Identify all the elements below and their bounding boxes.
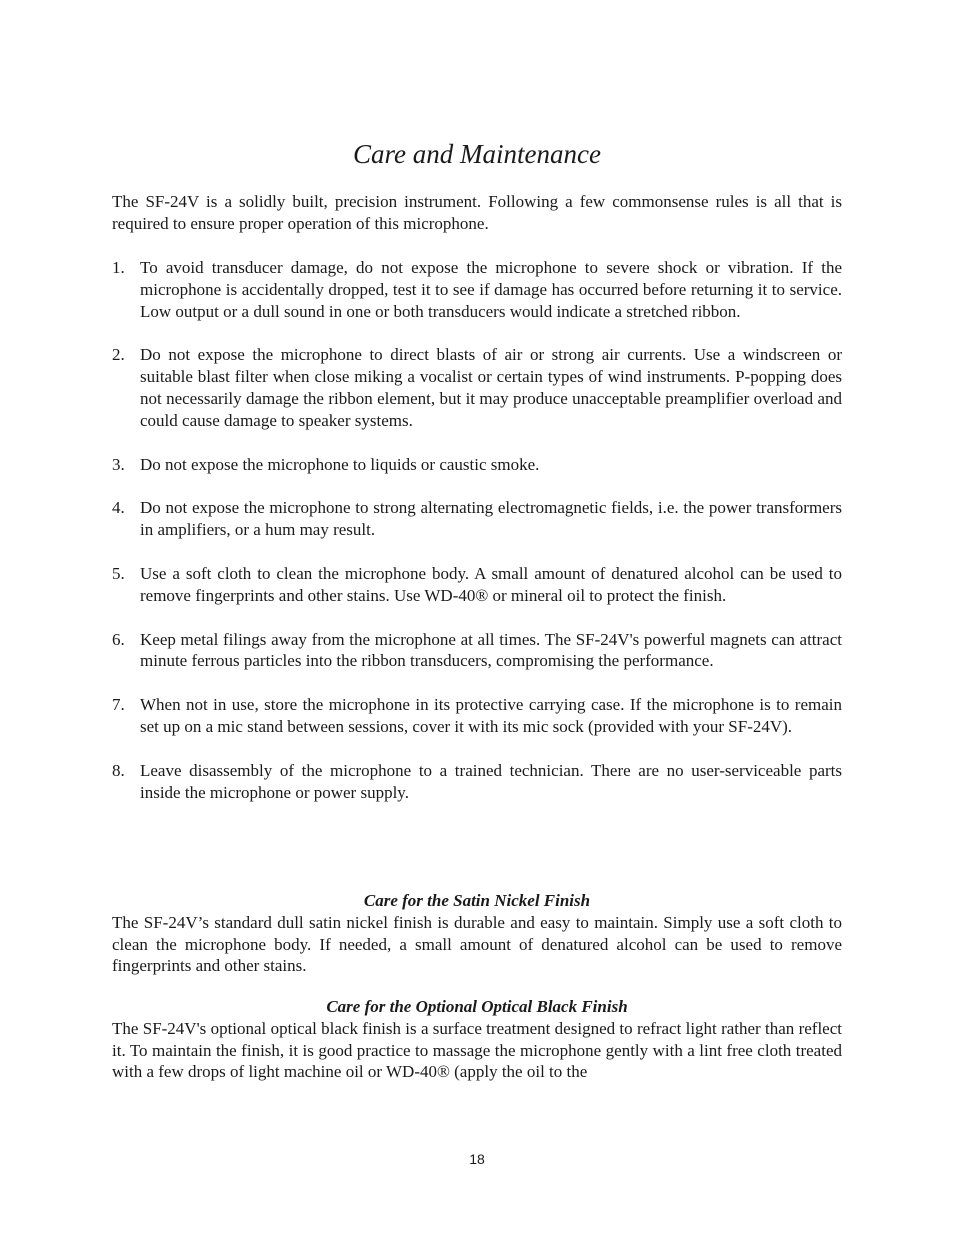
list-item-text: Leave disassembly of the microphone to a trained technician. There are no user-serviceable parts inside the microphone or power supply. xyxy=(140,760,842,802)
list-item-number: 2. xyxy=(112,345,125,365)
list-item-text: To avoid transducer damage, do not expose the microphone to severe shock or vibration. If the microphone is accidentally dropped, test it to see if damage has occurred before returning it to service. Low output or a dull sound in one or both transducers would indicate a stretched ribbon. xyxy=(140,258,842,321)
satin-finish-heading: Care for the Satin Nickel Finish xyxy=(363,891,591,910)
list-item-number: 6. xyxy=(112,629,125,649)
list-item xyxy=(112,257,842,322)
list-item xyxy=(112,344,842,431)
black-finish-text: The SF-24V's optional optical black finish is a surface treatment designed to refract light rather than reflect it. To maintain the finish, it is good practice to massage the microphone gently with a lint free cloth treated with a few drops of light machine oil or WD-40® (apply the oil to the xyxy=(112,1018,842,1082)
list-item xyxy=(112,454,842,476)
list-item-text: Keep metal filings away from the microphone at all times. The SF-24V's powerful magnets can attract minute ferrous particles into the ribbon transducers, compromising the performance. xyxy=(140,629,842,671)
list-item xyxy=(112,563,842,607)
list-item-number: 1. xyxy=(112,258,125,277)
list-item xyxy=(112,760,842,804)
satin-finish-text: The SF-24V’s standard dull satin nickel finish is durable and easy to maintain. Simply use a soft cloth to clean the microphone body. If needed, a small amount of denatured alcohol can be used to remove fingerprints and other stains. xyxy=(112,912,842,976)
list-item xyxy=(112,497,842,541)
list-item-text: Use a soft cloth to clean the microphone body. A small amount of denatured alcohol can be used to remove fingerprints and other stains. Use WD-40® or mineral oil to protect the finish. xyxy=(140,563,842,605)
page-number: 18 xyxy=(469,1151,485,1167)
list-item xyxy=(112,694,842,738)
list-item xyxy=(112,629,842,673)
list-item-text: Do not expose the microphone to strong alternating electromagnetic fields, i.e. the power transformers in amplifiers, or a hum may result. xyxy=(140,498,842,540)
black-finish-section xyxy=(112,996,842,1083)
list-item-text: Do not expose the microphone to liquids or caustic smoke. xyxy=(140,454,540,474)
list-item-text: When not in use, store the microphone in its protective carrying case. If the microphone is to remain set up on a mic stand between sessions, cover it with its mic sock (provided with your SF-24V). xyxy=(140,695,842,736)
black-finish-heading: Care for the Optional Optical Black Finish xyxy=(326,997,628,1016)
list-item-number: 4. xyxy=(112,498,125,518)
intro-paragraph: The SF-24V is a solidly built, precision instrument. Following a few commonsense rules is all that is required to ensure proper operation of this microphone. xyxy=(112,192,842,233)
maintenance-rules-list xyxy=(112,257,842,825)
satin-finish-section xyxy=(112,890,842,977)
list-item-number: 7. xyxy=(112,695,125,715)
list-item-number: 3. xyxy=(112,454,125,474)
list-item-number: 5. xyxy=(112,563,125,583)
list-item-number: 8. xyxy=(112,760,125,780)
page-title: Care and Maintenance xyxy=(353,139,601,169)
list-item-text: Do not expose the microphone to direct blasts of air or strong air currents. Use a windscreen or suitable blast filter when close miking a vocalist or certain types of wind instruments. P-popping does not necessarily damage the ribbon element, but it may produce unacceptable preamplifier overload and could cause damage to speaker systems. xyxy=(140,345,842,430)
